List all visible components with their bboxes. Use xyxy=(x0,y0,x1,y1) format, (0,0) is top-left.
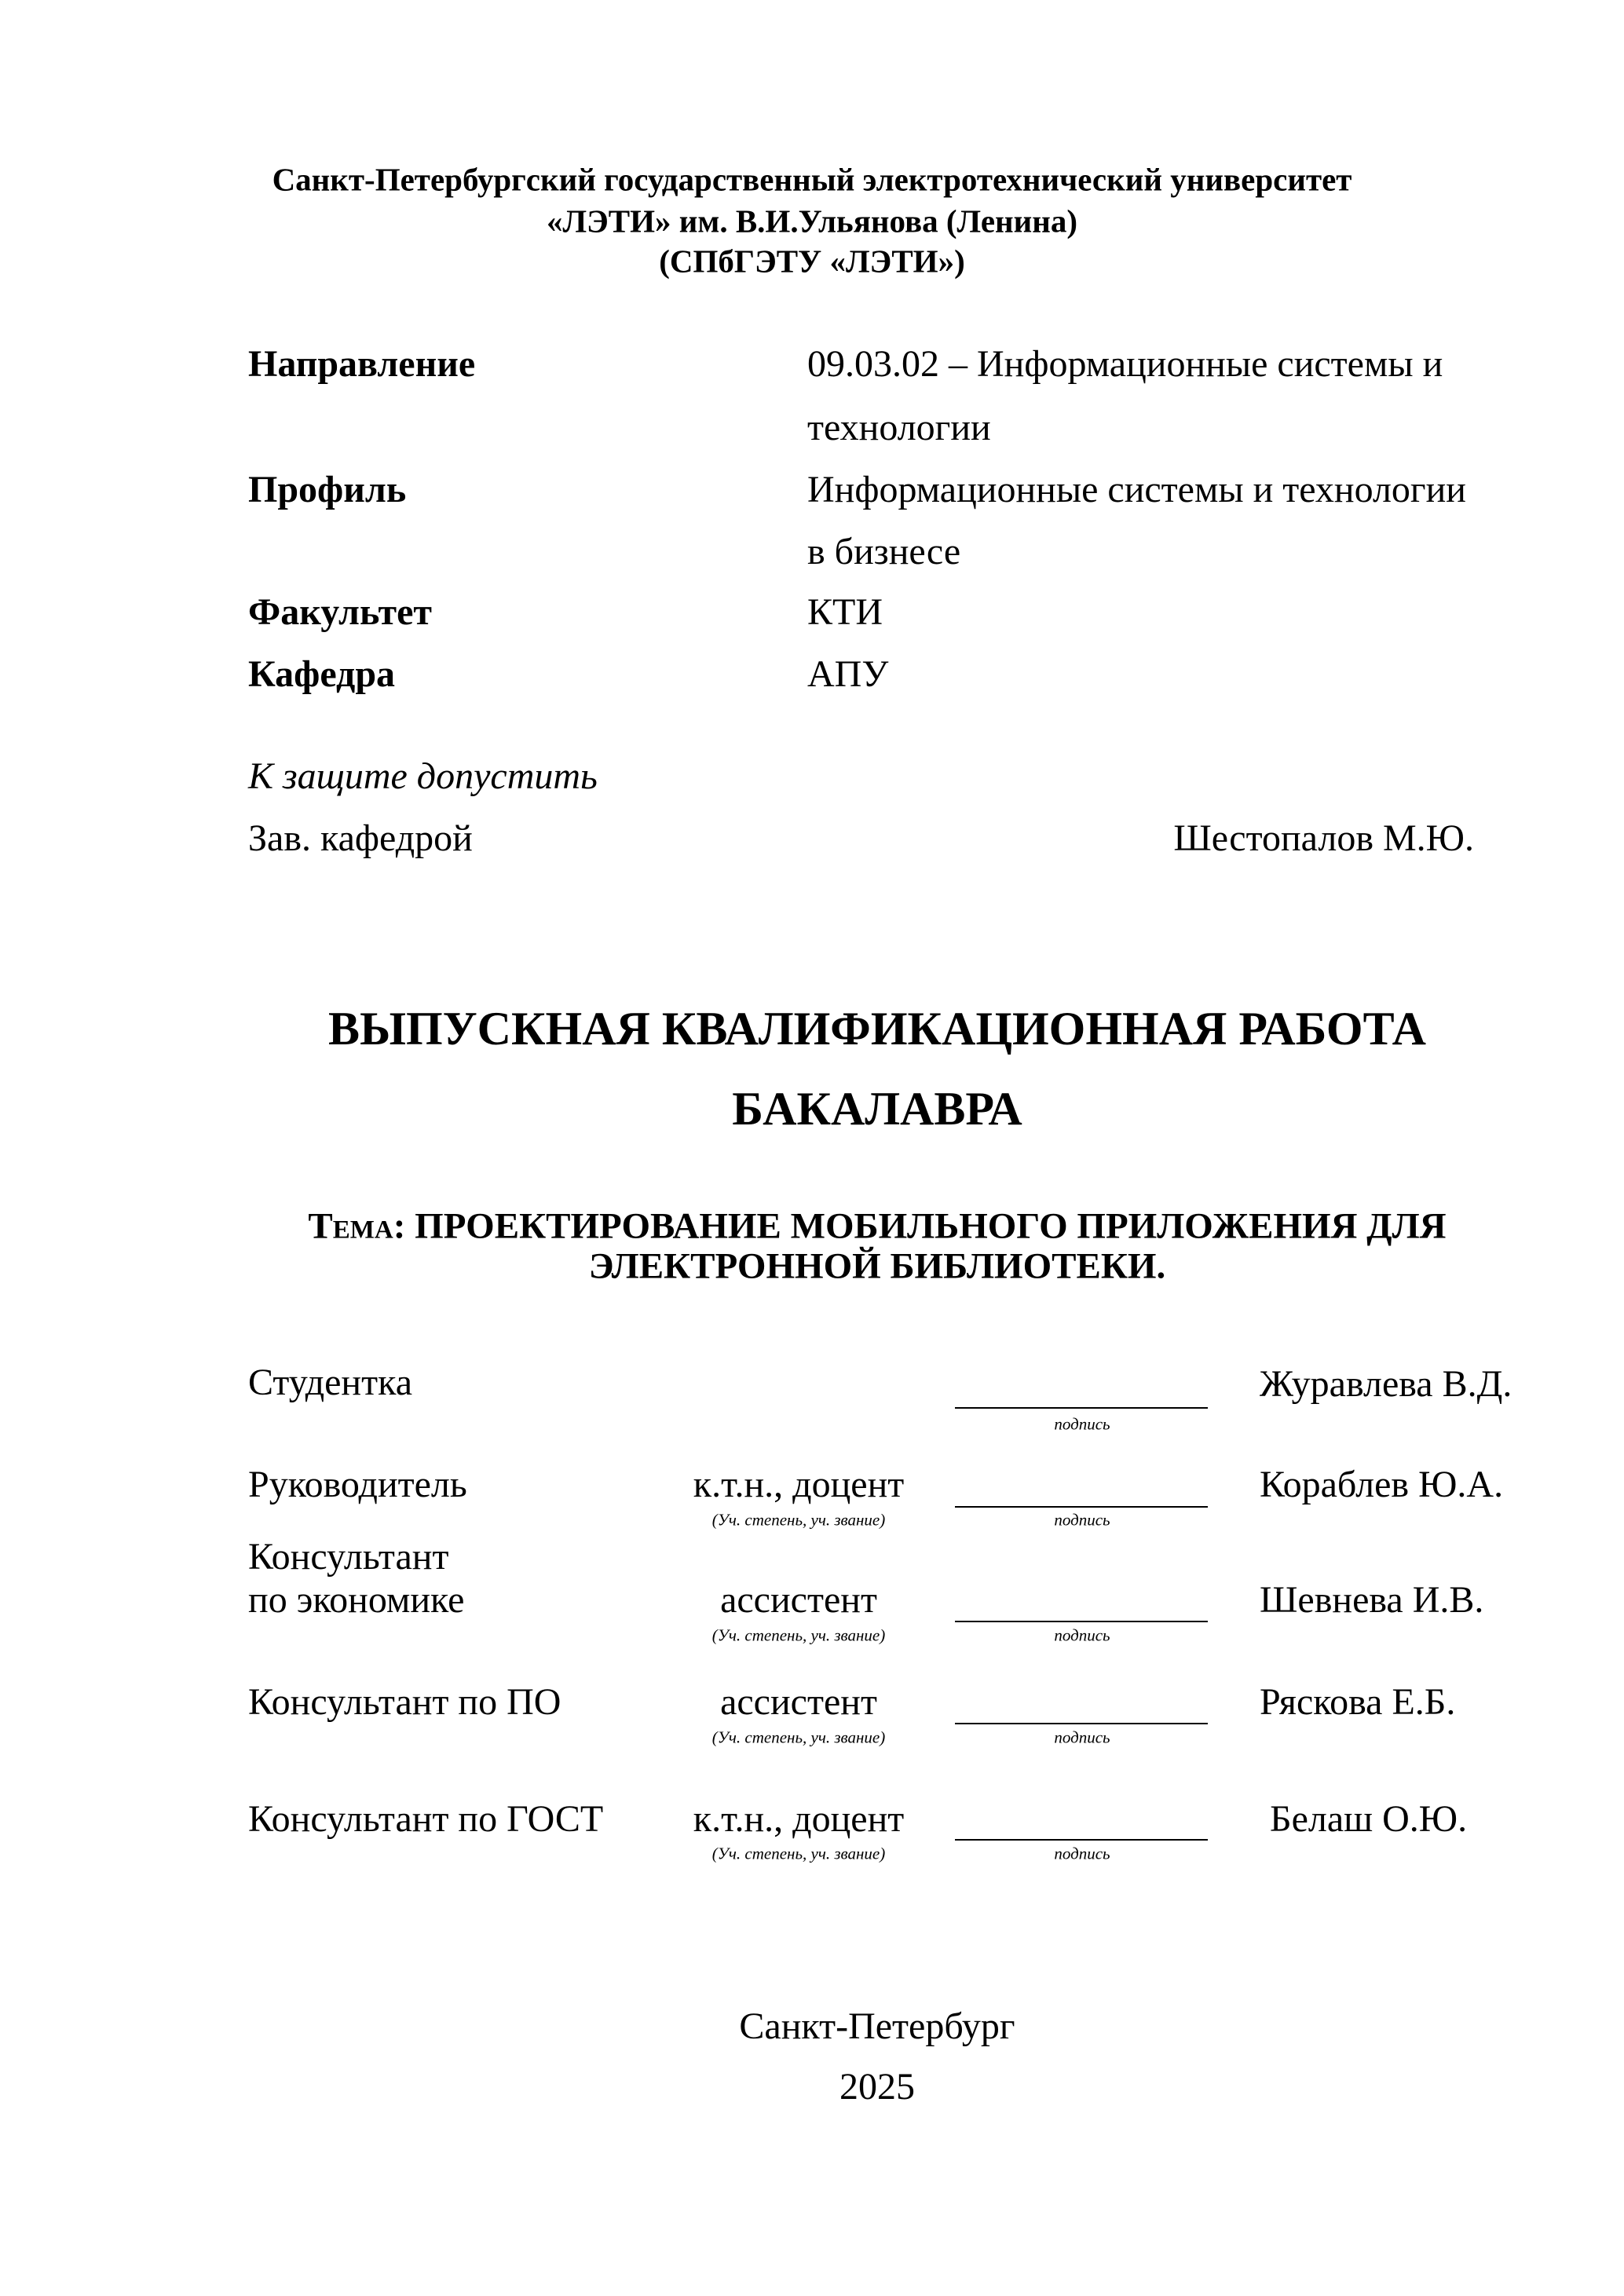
degree-caption: (Уч. степень, уч. звание) xyxy=(711,1727,886,1747)
signatory-name: Шевнева И.В. xyxy=(1260,1579,1484,1621)
degree-caption: (Уч. степень, уч. звание) xyxy=(711,1625,886,1645)
signature-line xyxy=(955,1723,1208,1724)
signatory-degree: к.т.н., доцент xyxy=(693,1464,905,1505)
university-name: Санкт-Петербургский государственный электротехнический университет xyxy=(272,161,1352,198)
university-name-line2: «ЛЭТИ» им. В.И.Ульянова (Ленина) xyxy=(546,203,1078,239)
university-abbrev: (СПбГЭТУ «ЛЭТИ») xyxy=(659,243,965,280)
signatory-degree: ассистент xyxy=(720,1681,877,1723)
theme-text: : ПРОЕКТИРОВАНИЕ МОБИЛЬНОГО ПРИЛОЖЕНИЯ ДЛЯ xyxy=(393,1205,1447,1247)
signatory-degree: ассистент xyxy=(720,1579,877,1621)
signature-caption: подпись xyxy=(1054,1414,1110,1434)
info-value-profile-cont: в бизнесе xyxy=(807,531,961,572)
signatory-role: Руководитель xyxy=(248,1464,467,1505)
signatory-degree: к.т.н., доцент xyxy=(693,1798,905,1840)
info-label-profile: Профиль xyxy=(248,469,407,510)
document-title: ВЫПУСКНАЯ КВАЛИФИКАЦИОННАЯ РАБОТА xyxy=(328,1003,1426,1055)
info-value-direction-cont: технологии xyxy=(807,407,991,448)
document-title-line2: БАКАЛАВРА xyxy=(732,1083,1022,1135)
signature-caption: подпись xyxy=(1054,1625,1110,1645)
approval-caption: К защите допустить xyxy=(248,755,598,797)
signature-line xyxy=(955,1621,1208,1622)
info-value-profile: Информационные системы и технологии xyxy=(807,469,1466,510)
signature-caption: подпись xyxy=(1054,1844,1110,1863)
signatory-role-cont: по экономике xyxy=(248,1579,465,1621)
degree-caption: (Уч. степень, уч. звание) xyxy=(711,1844,886,1863)
signatory-role: Консультант xyxy=(248,1536,449,1578)
approval-name: Шестопалов М.Ю. xyxy=(1173,817,1474,859)
approval-role: Зав. кафедрой xyxy=(248,817,473,859)
signatory-name: Белаш О.Ю. xyxy=(1270,1798,1468,1840)
footer-city: Санкт-Петербург xyxy=(739,2005,1015,2047)
info-label-faculty: Факультет xyxy=(248,591,432,633)
footer-year: 2025 xyxy=(839,2066,915,2108)
theme-line1 xyxy=(0,1205,1624,1247)
signature-line xyxy=(955,1839,1208,1841)
signatory-role: Студентка xyxy=(248,1362,412,1403)
info-value-department: АПУ xyxy=(807,653,889,695)
info-label-department: Кафедра xyxy=(248,653,396,695)
info-value-direction: 09.03.02 – Информационные системы и xyxy=(807,343,1443,385)
signature-caption: подпись xyxy=(1054,1727,1110,1747)
signature-caption: подпись xyxy=(1054,1510,1110,1530)
theme-prefix: Тема xyxy=(308,1205,393,1247)
signatory-name: Ряскова Е.Б. xyxy=(1260,1681,1456,1723)
info-value-faculty: КТИ xyxy=(807,591,883,633)
theme-line2: ЭЛЕКТРОННОЙ БИБЛИОТЕКИ. xyxy=(588,1245,1166,1287)
signatory-role: Консультант по ГОСТ xyxy=(248,1798,604,1840)
degree-caption: (Уч. степень, уч. звание) xyxy=(711,1510,886,1530)
signature-line xyxy=(955,1407,1208,1409)
signatory-role: Консультант по ПО xyxy=(248,1681,561,1723)
info-label-direction: Направление xyxy=(248,343,476,385)
signature-line xyxy=(955,1506,1208,1508)
signatory-name: Кораблев Ю.А. xyxy=(1260,1464,1504,1505)
signatory-name: Журавлева В.Д. xyxy=(1260,1363,1512,1405)
